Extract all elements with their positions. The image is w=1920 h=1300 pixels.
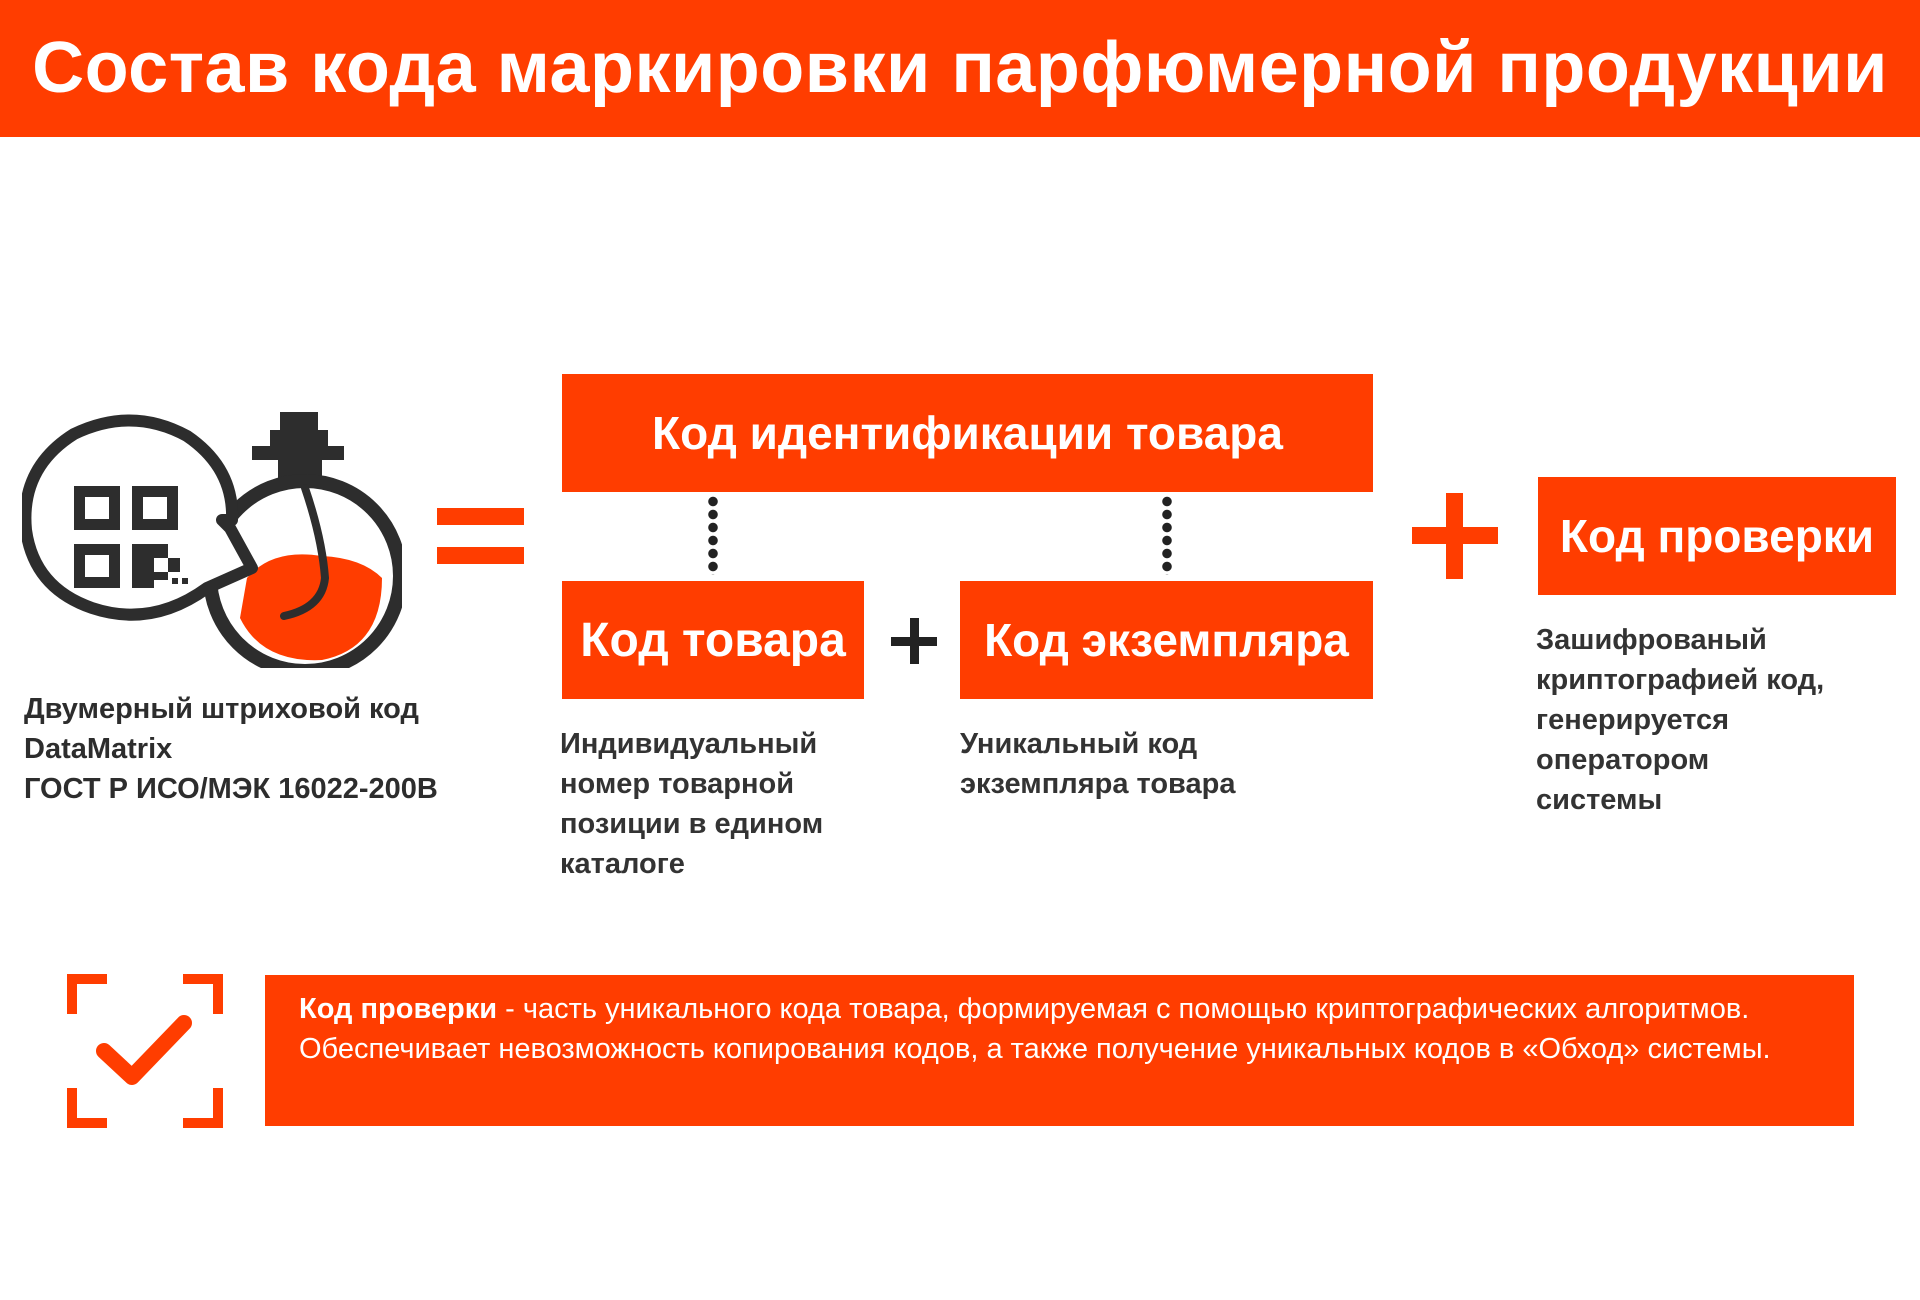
equals-icon-bar-top <box>437 508 524 525</box>
info-term: Код проверки <box>299 993 498 1025</box>
serial-code-description <box>960 724 1320 804</box>
perfume-datamatrix-icon <box>22 408 402 668</box>
desc-line: оператором <box>1536 744 1710 776</box>
caption-line: Двумерный штриховой код <box>24 693 419 725</box>
serial-code-box: Код экземпляра <box>960 581 1373 699</box>
page-title: Состав кода маркировки парфюмерной продукции <box>32 28 1888 108</box>
desc-line: генерируется <box>1536 704 1730 736</box>
desc-line: экземпляра товара <box>960 768 1236 800</box>
dotted-connector-left <box>708 495 718 575</box>
equals-icon-bar-bottom <box>437 547 524 564</box>
info-definition: - часть уникального кода товара, формируемая с помощью криптографических алгоритмов. Обеспечивает невозможность копирования кодов, а также получение уникальных кодов в «Обход» системы. <box>299 993 1771 1065</box>
plus-big-icon-v <box>1446 493 1463 579</box>
desc-line: номер товарной <box>560 768 795 800</box>
check-code-box: Код проверки <box>1538 477 1896 595</box>
desc-line: позиции в едином <box>560 808 824 840</box>
desc-line: криптографией код, <box>1536 664 1825 696</box>
desc-line: Зашифрованый <box>1536 624 1767 656</box>
dotted-connector-right <box>1162 495 1172 575</box>
id-code-box: Код идентификации товара <box>562 374 1373 492</box>
info-text <box>299 989 1829 1069</box>
desc-line: системы <box>1536 784 1663 816</box>
plus-icon-v <box>910 618 919 664</box>
desc-line: Индивидуальный <box>560 728 818 760</box>
caption-line: DataMatrix <box>24 733 173 765</box>
datamatrix-caption <box>24 689 544 809</box>
check-code-description <box>1536 620 1896 820</box>
caption-line: ГОСТ Р ИСО/МЭК 16022-200В <box>24 773 438 805</box>
desc-line: Уникальный код <box>960 728 1198 760</box>
desc-line: каталоге <box>560 848 685 880</box>
product-code-description <box>560 724 900 884</box>
scan-check-icon <box>66 973 224 1129</box>
product-code-box: Код товара <box>562 581 864 699</box>
perfume-cap <box>252 412 344 482</box>
